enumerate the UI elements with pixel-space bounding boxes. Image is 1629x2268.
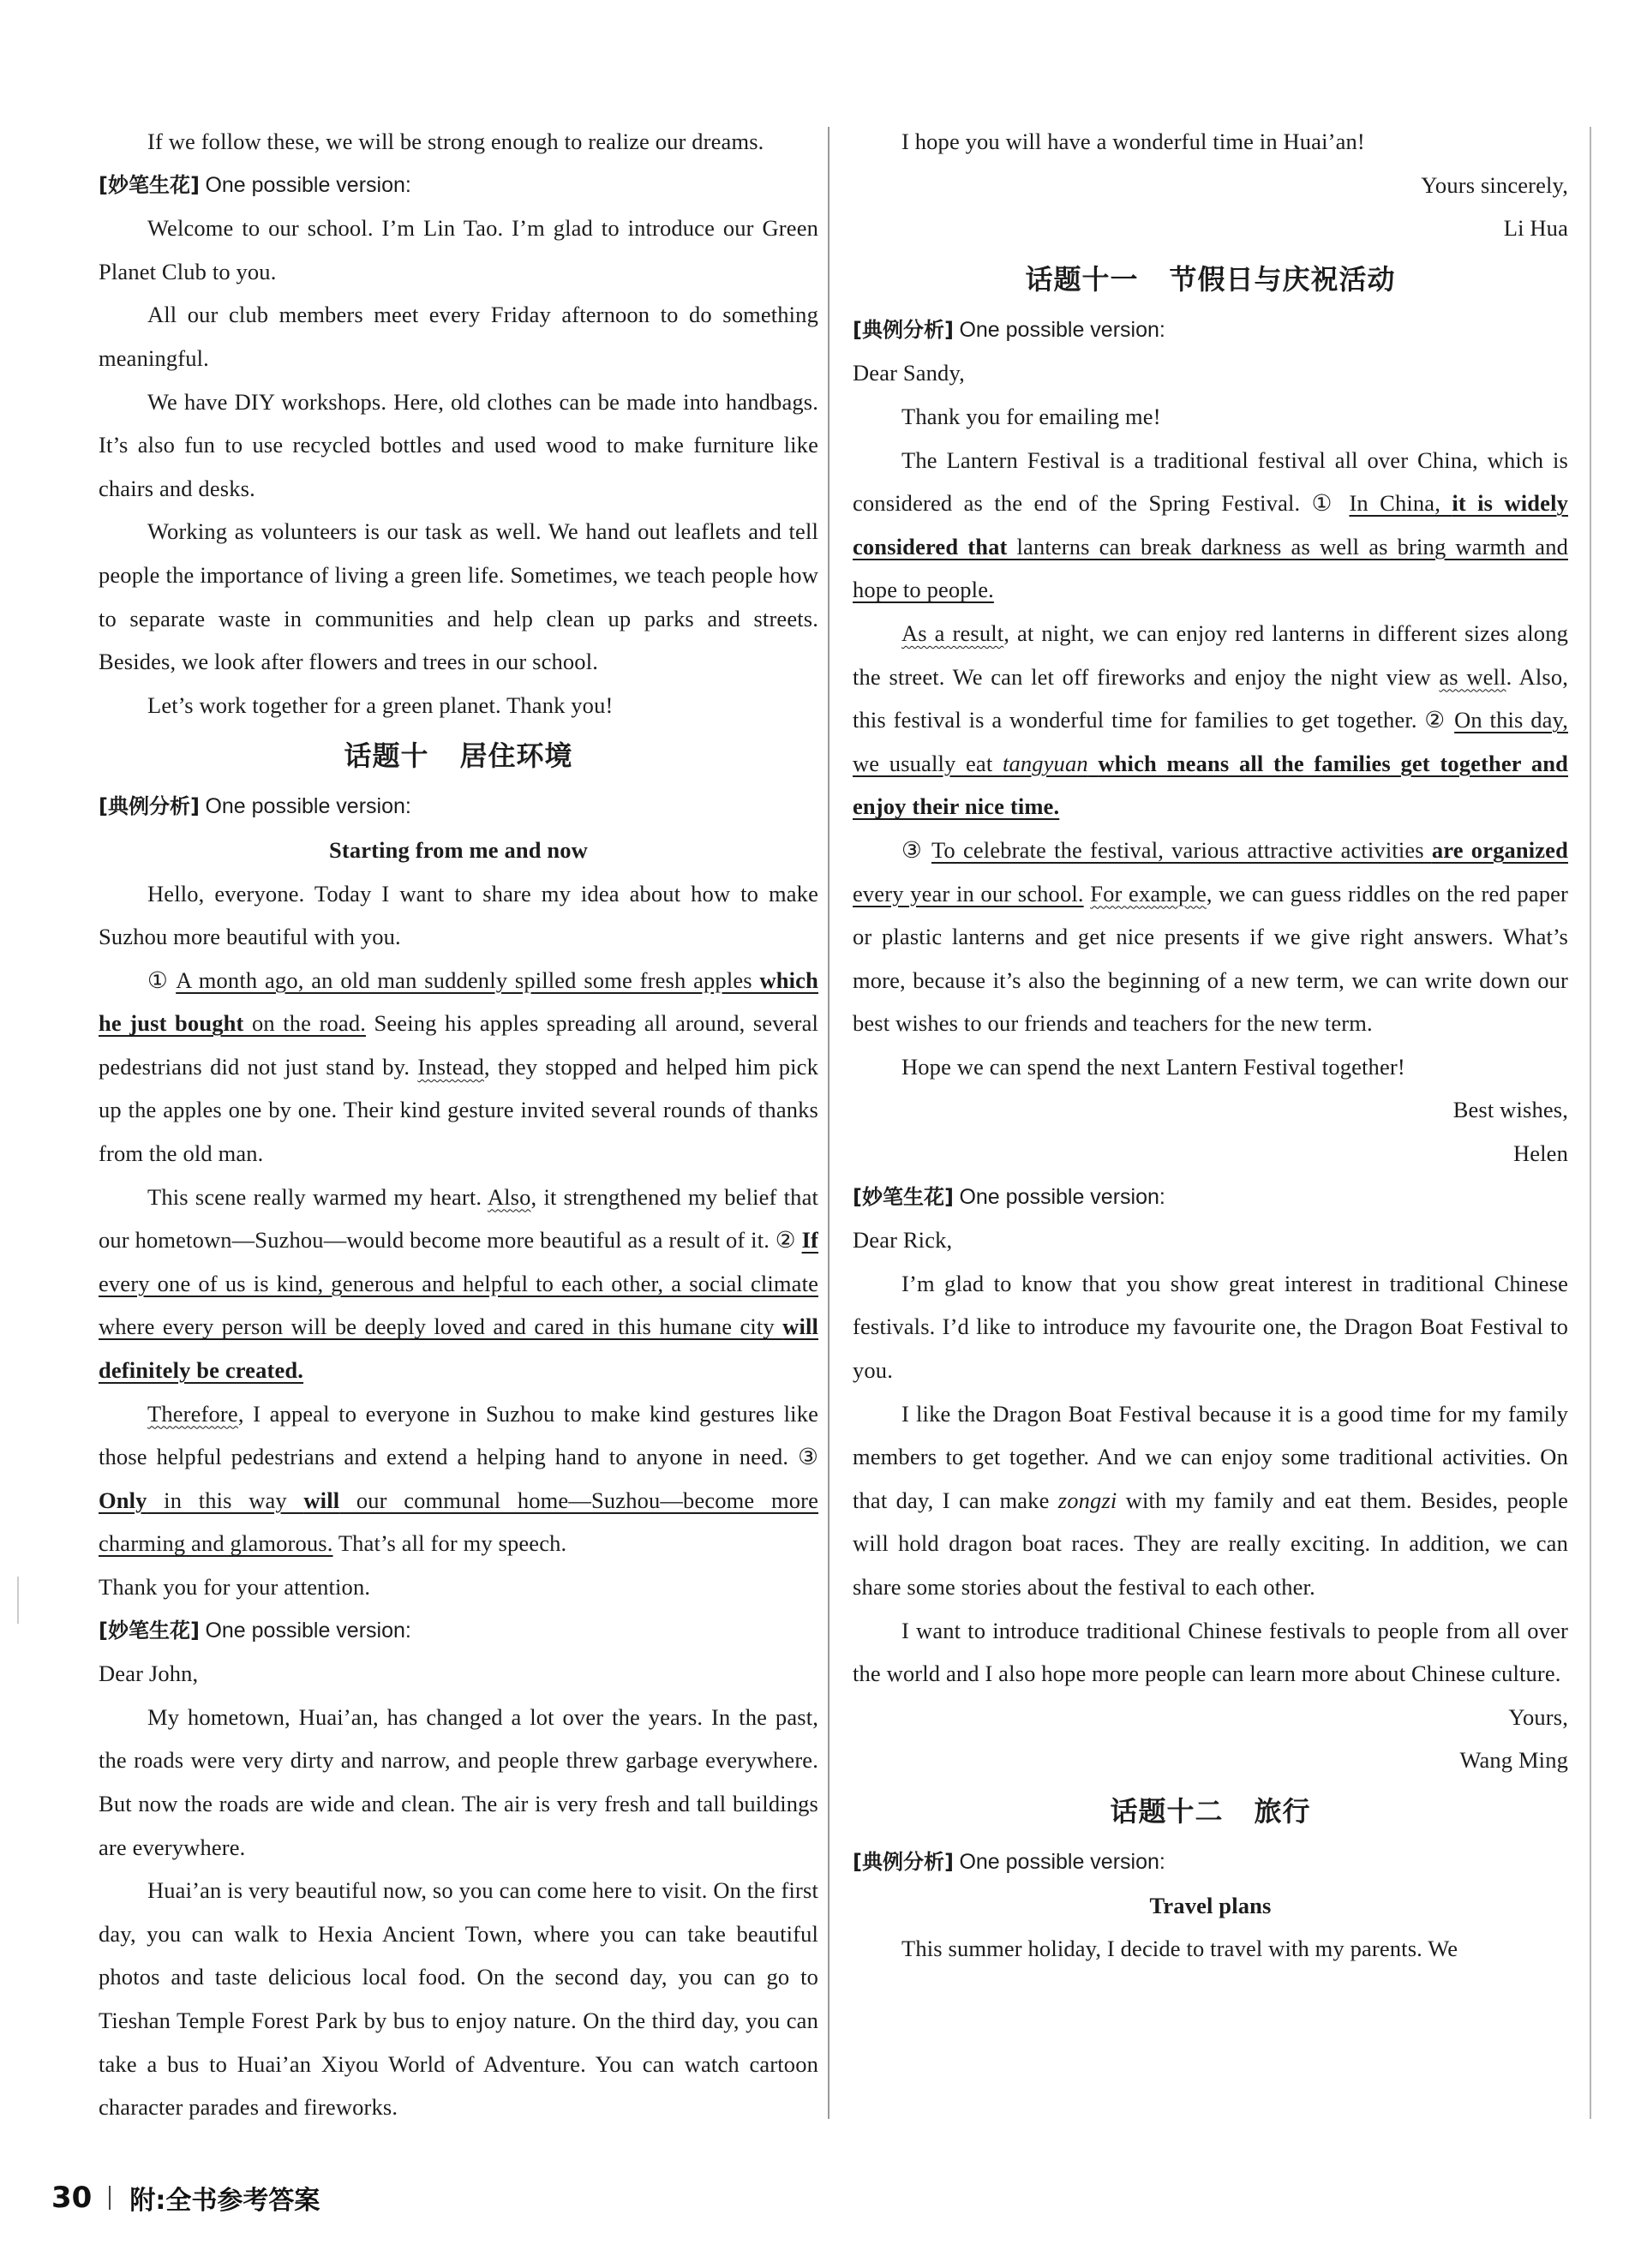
body-paragraph — [99, 206, 818, 293]
marked-phrase: A month ago, an old man suddenly spilled some fresh apples — [176, 966, 760, 993]
section-label — [853, 1840, 1568, 1884]
text-run: Dear John, — [99, 1661, 199, 1687]
text-run: My hometown, Huai’an, has changed a lot over the years. In the past, the roads were very dirty and narrow, and people threw garbage everywhere. But now the roads are wide and clean. The air is very fresh and tall buildings are everywhere. — [99, 1703, 818, 1860]
body-paragraph — [99, 510, 818, 683]
essay-title — [853, 1884, 1568, 1928]
text-run: Best wishes, — [1452, 1097, 1568, 1123]
section-label — [853, 1176, 1568, 1219]
text-run: , I appeal to everyone in Suzhou to make kind gestures like those helpful pedestrians and extend a helping hand to anyone in need. ③ — [99, 1400, 818, 1470]
body-paragraph — [99, 380, 818, 511]
section-label-text: One possible version: — [959, 317, 1165, 342]
section-tag: [典例分析] — [853, 317, 954, 342]
text-run: Huai’an is very beautiful now, so you can come here to visit. On the first day, you can walk to Hexia Ancient Town, where you can take beautiful photos and taste delicious local food. On the second day, you can go to Tieshan Temple Forest Park by bus to enjoy nature. On the third day, you can take a bus to Huai’an Xiyou World of Adventure. You can watch cartoon character parades and fireworks. — [99, 1877, 818, 2121]
topic-title: 节假日与庆祝活动 — [1169, 262, 1396, 296]
body-paragraph — [853, 1045, 1568, 1089]
body-paragraph — [853, 1609, 1568, 1696]
text-run: I hope you will have a wonderful time in Huai’an! — [901, 129, 1365, 154]
body-paragraph — [99, 293, 818, 380]
text-run: ① — [147, 966, 177, 993]
marked-phrase: zongzi — [1057, 1487, 1117, 1513]
column-divider — [828, 127, 829, 2119]
marked-phrase: Instead — [417, 1053, 484, 1080]
right-edge-line — [1590, 127, 1591, 2119]
section-label-text: One possible version: — [205, 172, 411, 197]
text-run: The Lantern Festival is a traditional festival all over China, which is considered as the end of the Spring Festival. ① — [853, 446, 1568, 517]
text-run: , at night, we can enjoy red lanterns in different sizes along the street. We can let off fireworks and enjoy the night view — [853, 619, 1568, 690]
footer-separator — [109, 2186, 111, 2210]
page-footer — [51, 2176, 320, 2219]
topic-number: 话题十一 — [1025, 262, 1139, 296]
body-paragraph — [853, 829, 1568, 1045]
body-paragraph — [99, 684, 818, 727]
text-run: Seeing his apples spreading all around, several pedestrians did not just stand by. — [99, 1010, 818, 1080]
text-run: Hope we can spend the next Lantern Festival together! — [901, 1053, 1405, 1080]
letter-closing — [853, 206, 1568, 250]
section-tag: [典例分析] — [99, 794, 200, 819]
body-paragraph — [99, 1176, 818, 1392]
text-run: If we follow these, we will be strong enough to realize our dreams. — [147, 129, 764, 154]
section-label-text: One possible version: — [959, 1849, 1165, 1874]
text-run: Let’s work together for a green planet. Thank you! — [147, 691, 614, 718]
text-run: , they stopped and helped him pick up the apples one by one. Their kind gesture invited several rounds of thanks from the old man. — [99, 1053, 818, 1167]
body-paragraph — [99, 872, 818, 959]
section-label-text: One possible version: — [205, 794, 411, 819]
marked-phrase: On this day, we usually eat — [853, 707, 1568, 776]
text-run: ③ — [901, 836, 931, 863]
body-paragraph — [853, 1927, 1568, 1971]
section-tag: [典例分析] — [853, 1849, 954, 1874]
marked-phrase: To celebrate the festival, various attractive activities — [931, 836, 1432, 863]
topic-title: 旅行 — [1254, 1794, 1311, 1828]
marked-phrase: will definitely be created. — [99, 1314, 818, 1384]
body-paragraph — [99, 1869, 818, 2129]
text-run: Starting from me and now — [329, 836, 588, 863]
text-run: , we can guess riddles on the red paper or plastic lanterns and get nice presents if we give right answers. What’s more, because it’s also the beginning of a new term, we can write down our best wishes to our friends and teachers for the new term. — [853, 880, 1568, 1037]
marked-phrase: Therefore — [147, 1400, 238, 1427]
marked-phrase — [1088, 751, 1099, 776]
marked-phrase: in this way — [147, 1487, 304, 1513]
text-run: Thank you for your attention. — [99, 1574, 371, 1600]
text-run: . Also, this festival is a wonderful time for families to get together. ② — [853, 663, 1568, 733]
page-number: 30 — [51, 2181, 93, 2215]
text-run: Dear Rick, — [853, 1227, 953, 1254]
marked-phrase: lanterns can break darkness as well as bring warmth and hope to people. — [853, 533, 1568, 603]
marked-phrase: every year in our school. — [853, 880, 1084, 907]
letter-closing — [853, 1738, 1568, 1782]
body-paragraph — [853, 1392, 1568, 1609]
body-paragraph — [99, 120, 818, 164]
body-paragraph — [853, 1262, 1568, 1392]
body-paragraph — [99, 1696, 818, 1869]
letter-closing — [853, 1696, 1568, 1739]
topic-title: 居住环境 — [459, 739, 573, 773]
topic-heading — [853, 254, 1568, 305]
text-run: Thank you for emailing me! — [901, 403, 1161, 429]
body-paragraph — [853, 439, 1568, 612]
marked-phrase: which means all the families get together and enjoy their nice time. — [853, 750, 1568, 820]
text-run: I’m glad to know that you show great interest in traditional Chinese festivals. I’d like to introduce my favourite one, the Dragon Boat Festival to you. — [853, 1270, 1568, 1384]
essay-title — [99, 829, 818, 872]
topic-number: 话题十 — [344, 739, 429, 773]
footer-title: 附:全书参考答案 — [129, 2186, 320, 2216]
section-tag: [妙笔生花] — [99, 172, 200, 197]
text-run: That’s all for my speech. — [332, 1530, 567, 1557]
body-paragraph — [853, 612, 1568, 829]
text-run: Working as volunteers is our task as well. We hand out leaflets and tell people the importance of living a green life. Sometimes, we teach people how to separate waste in communities and help clean up parks and streets. Besides, we look after flowers and trees in our school. — [99, 518, 818, 675]
marked-phrase: If — [801, 1227, 818, 1254]
marked-phrase: Only — [99, 1487, 147, 1513]
section-tag: [妙笔生花] — [853, 1184, 954, 1209]
body-paragraph — [853, 351, 1568, 395]
marked-phrase: our communal home—Suzhou—become more charming and glamorous. — [99, 1487, 818, 1557]
marked-phrase: as well — [1439, 663, 1506, 690]
topic-number: 话题十二 — [1110, 1794, 1224, 1828]
text-run: Helen — [1512, 1140, 1568, 1167]
letter-closing — [853, 164, 1568, 207]
section-tag: [妙笔生花] — [99, 1618, 200, 1643]
left-margin-tick — [17, 1577, 19, 1624]
body-paragraph — [99, 959, 818, 1176]
marked-phrase: In China, — [1349, 490, 1452, 517]
text-run: I want to introduce traditional Chinese festivals to people from all over the world and I also hope more people can learn more about Chinese culture. — [853, 1617, 1568, 1687]
body-paragraph — [853, 1218, 1568, 1262]
section-label-text: One possible version: — [959, 1184, 1165, 1209]
text-run: Travel plans — [1149, 1892, 1272, 1918]
letter-closing — [853, 1132, 1568, 1176]
text-run: This summer holiday, I decide to travel with my parents. We — [901, 1936, 1458, 1962]
section-label-text: One possible version: — [205, 1618, 411, 1643]
body-paragraph — [853, 120, 1568, 164]
body-paragraph — [99, 1652, 818, 1696]
body-paragraph — [853, 395, 1568, 439]
text-run: Hello, everyone. Today I want to share my idea about how to make Suzhou more beautiful with you. — [99, 880, 818, 950]
text-run: with my family and eat them. Besides, people will hold dragon boat races. They are really exciting. In addition, we can share some stories about the festival to each other. — [853, 1487, 1568, 1600]
text-run: All our club members meet every Friday afternoon to do something meaningful. — [99, 302, 818, 371]
text-run: We have DIY workshops. Here, old clothes can be made into handbags. It’s also fun to use recycled bottles and used wood to make furniture like chairs and desks. — [99, 388, 818, 501]
text-run: Yours sincerely, — [1421, 171, 1568, 198]
body-paragraph — [99, 1565, 818, 1609]
marked-phrase: which he just bought — [99, 966, 818, 1037]
section-label — [99, 164, 818, 207]
text-run: , it strengthened my belief that our hometown—Suzhou—would become more beautiful as a result of it. ② — [99, 1183, 818, 1254]
text-run: Dear Sandy, — [853, 360, 965, 386]
marked-phrase: every one of us is kind, generous and helpful to each other, a social climate where every person will be deeply loved and cared in this humane city — [99, 1270, 818, 1340]
section-label — [99, 1609, 818, 1653]
section-label — [853, 308, 1568, 352]
right-column — [853, 120, 1568, 2159]
topic-heading — [853, 1786, 1568, 1837]
marked-phrase: will — [303, 1487, 340, 1513]
text-run: This scene really warmed my heart. — [147, 1183, 488, 1210]
marked-phrase: As a result — [901, 619, 1004, 646]
marked-phrase: it is widely considered that — [853, 490, 1568, 560]
text-run: I like the Dragon Boat Festival because it is a good time for my family members to get together. And we can enjoy some traditional activities. On that day, I can make — [853, 1400, 1568, 1513]
text-run: Li Hua — [1503, 215, 1568, 242]
marked-phrase: For example — [1090, 880, 1207, 907]
letter-closing — [853, 1088, 1568, 1132]
topic-heading — [99, 730, 818, 781]
text-run: Welcome to our school. I’m Lin Tao. I’m glad to introduce our Green Planet Club to you. — [99, 215, 818, 284]
marked-phrase: Also — [487, 1183, 531, 1210]
text-run: Wang Ming — [1459, 1747, 1568, 1774]
marked-phrase: on the road. — [243, 1010, 367, 1037]
marked-phrase: are organized — [1431, 836, 1568, 863]
section-label — [99, 785, 818, 829]
body-paragraph — [99, 1392, 818, 1565]
marked-phrase: tangyuan — [1002, 750, 1088, 776]
text-run: Yours, — [1508, 1703, 1568, 1730]
left-column — [99, 120, 818, 2159]
